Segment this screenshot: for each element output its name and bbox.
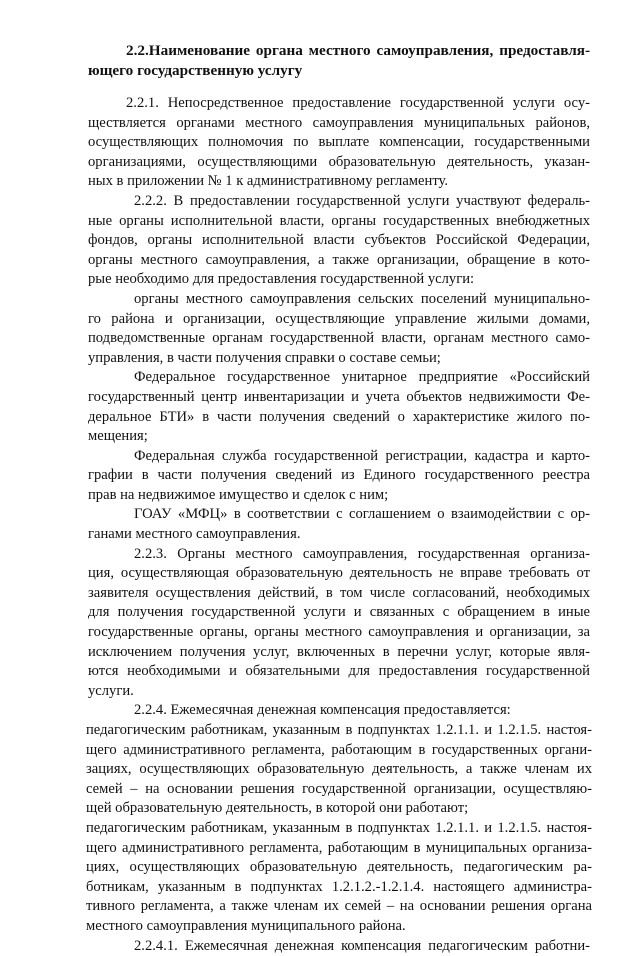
text-line: государственный центр инвентаризации и учета объектов недвижимости Фе- [88,388,590,405]
heading-line-1: 2.2.Наименование органа местного самоуправления, предоставля- [126,42,590,59]
text-line: услуги. [88,682,134,699]
paragraph-state-org-workers [86,721,592,819]
section-heading [88,41,590,81]
text-line: ботникам, указанным в подпунктах 1.2.1.2.-1.2.1.4. настоящего администра- [86,878,592,895]
text-line: ГОАУ «МФЦ» в соответствии с соглашением о взаимодействии с ор- [134,506,590,523]
paragraph-municipal-org-workers [86,819,592,937]
paragraph-local-authorities [88,290,590,368]
text-line: 2.2.2. В предоставлении государственной услуги участвуют федераль- [134,192,590,209]
text-line: щего административного регламента, работающим в государственных органи- [86,741,592,758]
text-line: ются необходимыми и обязательными для предоставления государственной [88,663,590,680]
text-line: ция, осуществляющая образовательную деятельность не вправе требовать от [88,565,590,582]
text-line: осуществляющих полномочия по выплате компенсации, государственными [88,134,590,151]
text-line: организациями, осуществляющими образовательную деятельность, указан- [88,153,590,170]
text-line: щей образовательную деятельность, в которой они работают; [86,800,469,817]
text-line: ные органы исполнительной власти, органы государственных внебюджетных [88,212,590,229]
text-line: го района и организации, осуществляющие управление жилыми домами, [88,310,590,327]
text-line: для получения государственной услуги и связанных с обращением в иные [88,604,590,621]
text-line: рые необходимо для предоставления государственной услуги: [88,271,475,288]
paragraph-2-2-4-1 [88,937,590,956]
paragraph-2-2-1 [88,94,590,192]
text-line: заявителя осуществления действий, в том числе согласований, необходимых [88,584,590,601]
text-line: Федеральное государственное унитарное предприятие «Российский [134,369,590,386]
paragraph-mfc [88,505,590,544]
text-line: семей – на основании решения государственной организации, осуществляю- [86,780,592,797]
text-line: органы местного самоуправления, а также организации, обращение в кото- [88,251,590,268]
text-line: циях, осуществляющих образовательную деятельность, педагогическим ра- [86,859,592,876]
paragraph-rosreestr [88,447,590,506]
text-line: щего административного регламента, работающим в муниципальных организа- [86,839,592,856]
text-line: педагогическим работникам, указанным в подпунктах 1.2.1.1. и 1.2.1.5. настоя- [86,819,592,836]
heading-line-2: ющего государственную услугу [88,62,303,79]
text-line: ных в приложении № 1 к административному регламенту. [88,173,448,190]
text-line: 2.2.1. Непосредственное предоставление государственной услуги осу- [126,95,590,111]
text-line: органы местного самоуправления сельских поселений муниципально- [134,290,590,307]
text-line: деральное БТИ» в части получения сведений о характеристике жилого по- [88,408,590,425]
text-line: 2.2.4. Ежемесячная денежная компенсация предоставляется: [134,702,511,719]
text-line: Федеральная служба государственной регистрации, кадастра и карто- [134,447,590,464]
text-line: подведомственные органам государственной власти, органам местного само- [88,330,590,347]
text-line: ганами местного самоуправления. [88,526,301,543]
paragraph-2-2-3 [88,545,590,702]
text-line: графии в части получения сведений из Единого государственного реестра [88,467,590,484]
text-line: мещения; [88,428,148,445]
text-line: тивного регламента, а также членам их семей – на основании решения органа [86,898,592,915]
text-line: 2.2.4.1. Ежемесячная денежная компенсация педагогическим работни- [134,937,590,954]
text-line: педагогическим работникам, указанным в подпунктах 1.2.1.1. и 1.2.1.5. настоя- [86,722,592,738]
text-line: прав на недвижимое имущество и сделок с ним; [88,486,389,503]
text-line: зациях, осуществляющих образовательную деятельность, а также членам их [86,761,592,778]
text-line: исключением получения услуг, включенных в перечни услуг, которые явля- [88,643,590,660]
text-line: 2.2.3. Органы местного самоуправления, государственная организа- [134,545,590,562]
text-line: управления, в части получения справки о составе семьи; [88,349,441,366]
paragraph-bti [88,368,590,446]
paragraph-2-2-2 [88,192,590,290]
document-body [88,94,590,956]
text-line: государственные органы, органы местного самоуправления и организации, за [88,624,590,641]
paragraph-2-2-4 [88,701,590,721]
text-line: ществляется органами местного самоуправления муниципальных районов, [88,114,590,131]
text-line: местного самоуправления муниципального района. [86,917,406,934]
text-line: фондов, органы исполнительной власти субъектов Российской Федерации, [88,232,590,249]
